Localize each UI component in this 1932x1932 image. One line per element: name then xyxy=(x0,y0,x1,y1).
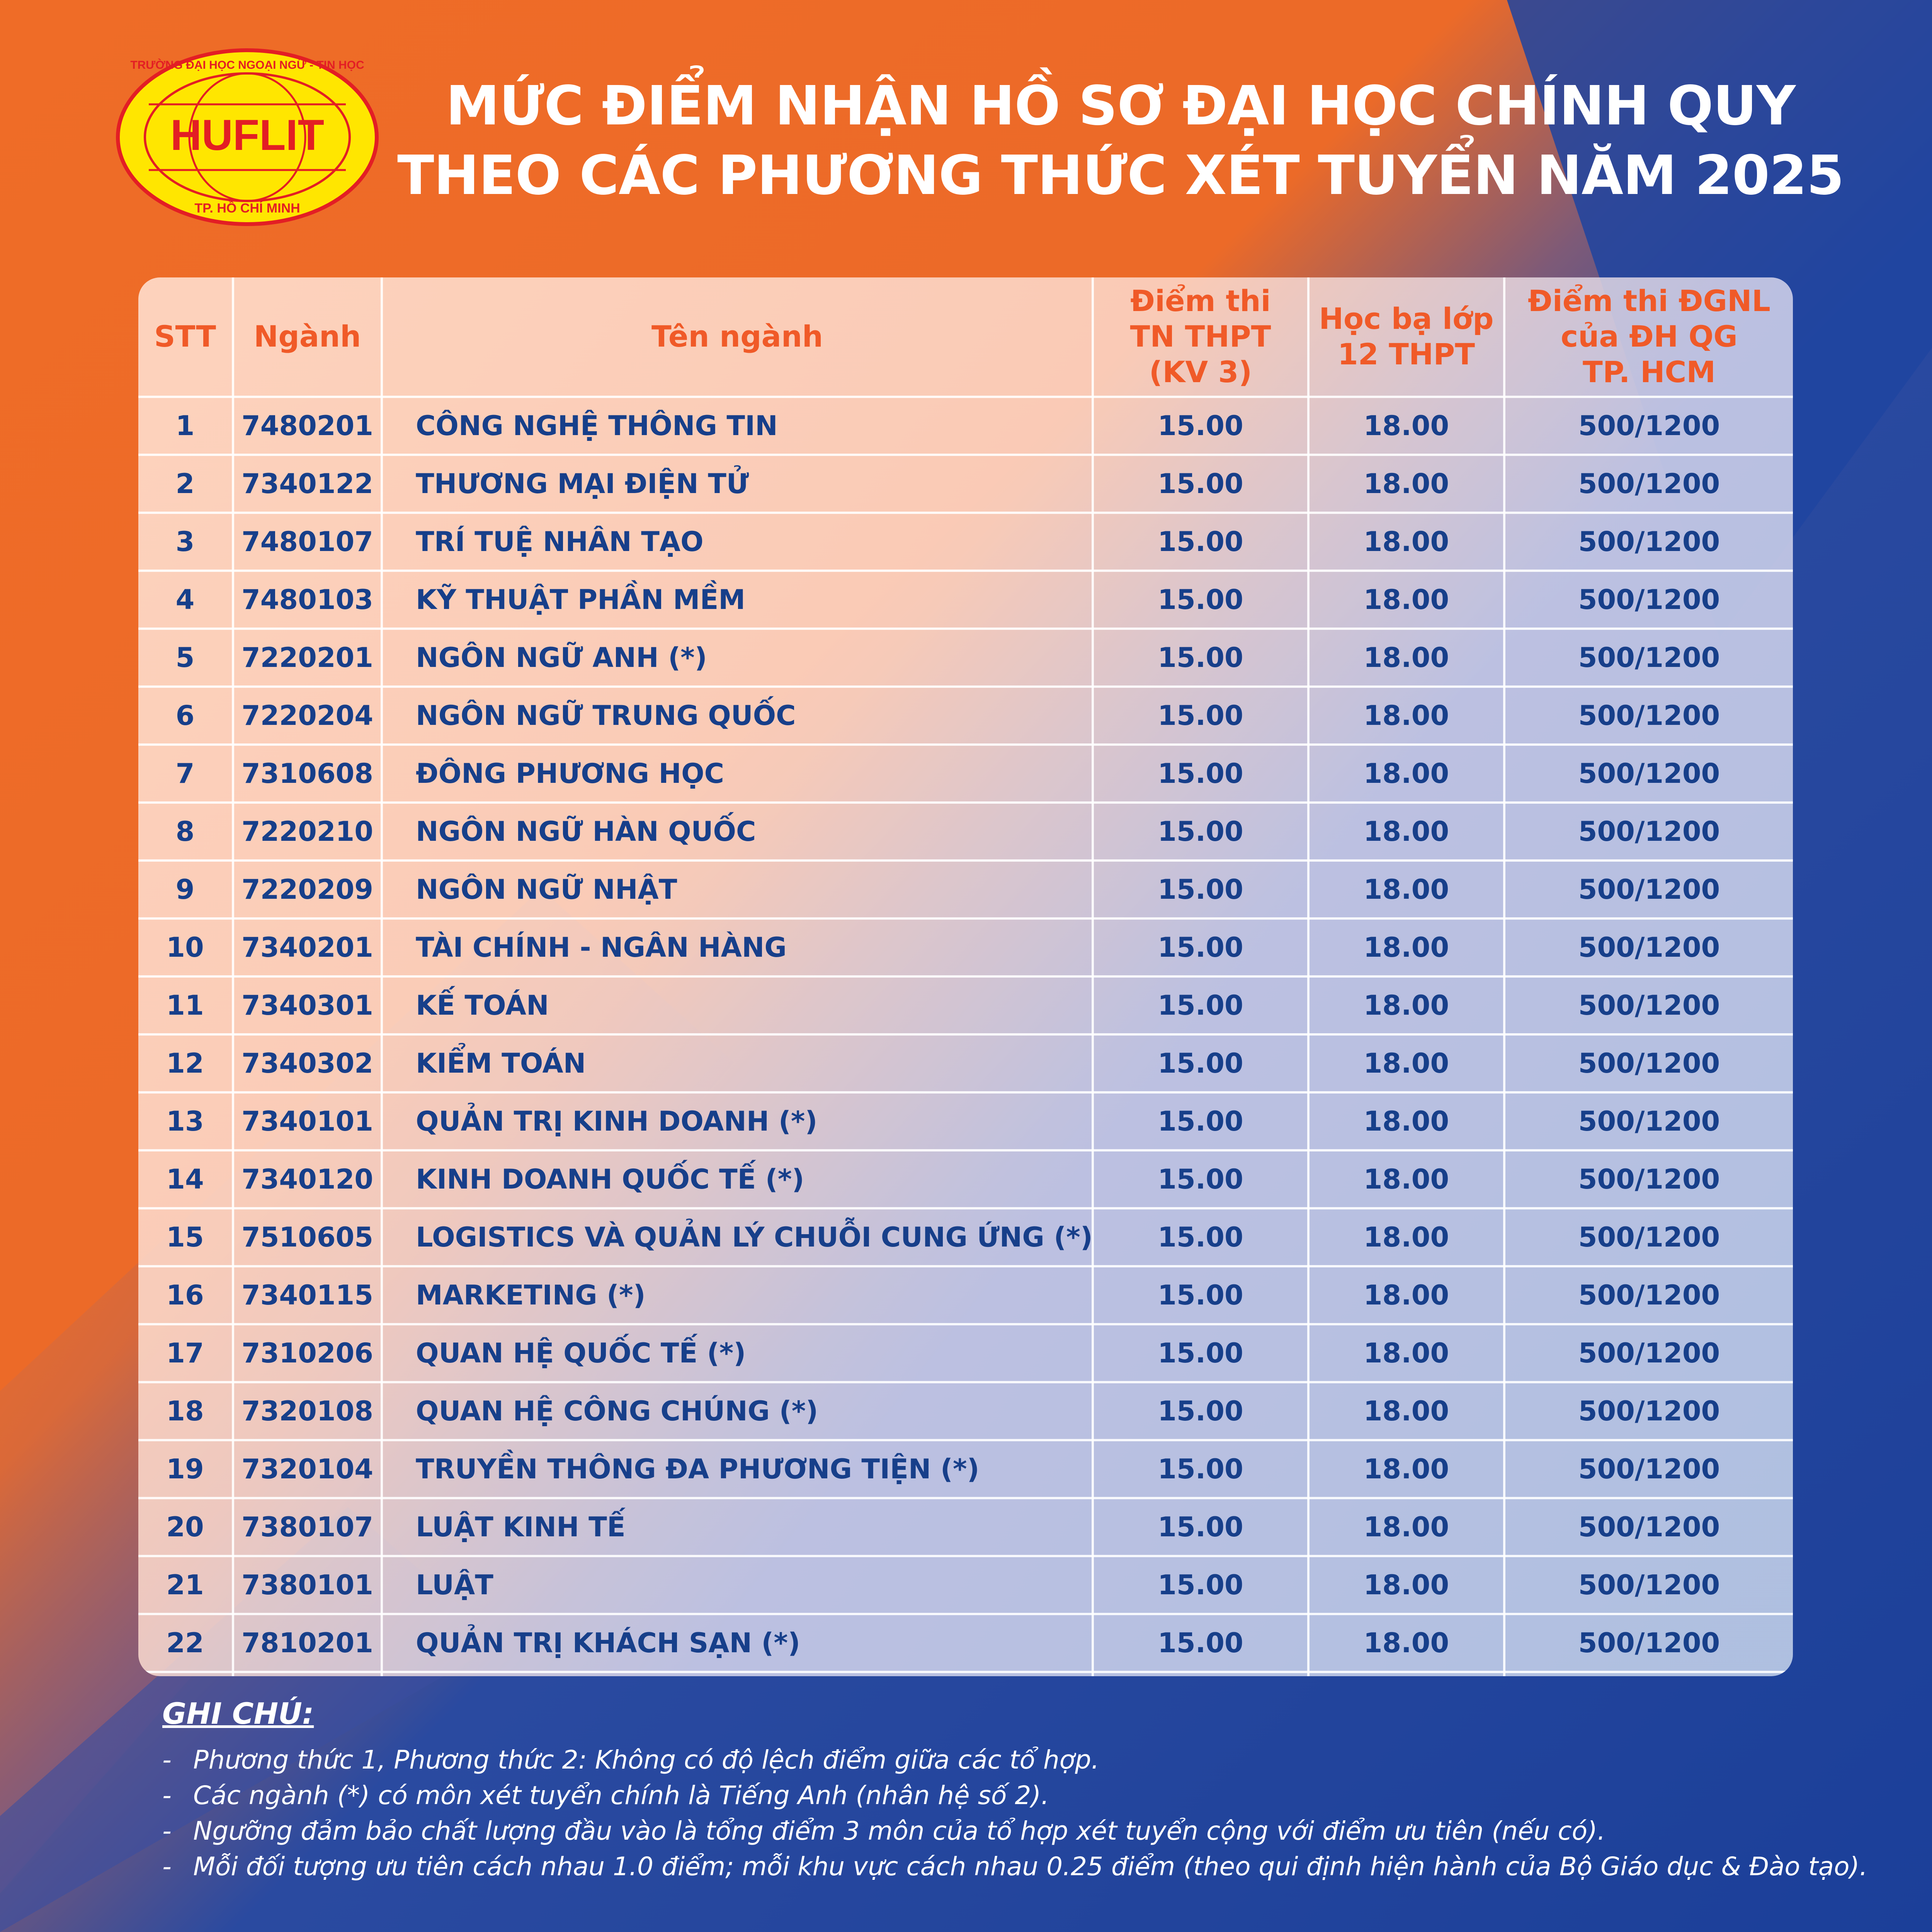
cell-hocba: 18.00 xyxy=(1308,1324,1504,1382)
cell-hocba: 18.00 xyxy=(1308,1034,1504,1092)
cell-code: 7480103 xyxy=(233,571,382,629)
table-row xyxy=(138,1092,1793,1150)
cell-stt: 17 xyxy=(138,1324,233,1382)
cell-dgnl: 500/1200 xyxy=(1504,1614,1793,1672)
cell-dgnl: 500/1200 xyxy=(1504,1382,1793,1440)
cell-name: TRÍ TUỆ NHÂN TẠO xyxy=(382,513,1093,571)
cell-stt: 4 xyxy=(138,571,233,629)
cell-name: MARKETING (*) xyxy=(382,1266,1093,1324)
cell-stt: 22 xyxy=(138,1614,233,1672)
cell-name: NGÔN NGỮ ANH (*) xyxy=(382,629,1093,687)
cell-name: QUẢN TRỊ KINH DOANH (*) xyxy=(382,1092,1093,1150)
notes-title: GHI CHÚ: xyxy=(162,1696,314,1731)
cell-dgnl: 500/1200 xyxy=(1504,745,1793,803)
header-hocba xyxy=(1308,277,1504,397)
cell-hocba: 18.00 xyxy=(1308,1440,1504,1498)
cell-dgnl: 500/1200 xyxy=(1504,803,1793,861)
cell-code: 7220209 xyxy=(233,861,382,918)
cell-hocba: 18.00 xyxy=(1308,513,1504,571)
cell-dgnl: 500/1200 xyxy=(1504,1092,1793,1150)
header-name: Tên ngành xyxy=(382,277,1093,397)
cell-code: 7340120 xyxy=(233,1150,382,1208)
cell-hocba: 18.00 xyxy=(1308,571,1504,629)
cell-dgnl: 500/1200 xyxy=(1504,918,1793,976)
table-row xyxy=(138,397,1793,455)
cell-dgnl: 500/1200 xyxy=(1504,1266,1793,1324)
table-row xyxy=(138,571,1793,629)
cell-hocba: 18.00 xyxy=(1308,1266,1504,1324)
cell-thpt: 15.00 xyxy=(1093,687,1308,745)
cell-stt: 3 xyxy=(138,513,233,571)
cell-thpt: 15.00 xyxy=(1093,1266,1308,1324)
cell-stt: 5 xyxy=(138,629,233,687)
cell-name: KIỂM TOÁN xyxy=(382,1034,1093,1092)
cell-code: 7340101 xyxy=(233,1092,382,1150)
cell-dgnl: 500/1200 xyxy=(1504,513,1793,571)
cell-code: 7340201 xyxy=(233,918,382,976)
cell-thpt: 15.00 xyxy=(1093,745,1308,803)
cell-stt: 8 xyxy=(138,803,233,861)
cell-stt: 19 xyxy=(138,1440,233,1498)
cell-name: NGÔN NGỮ TRUNG QUỐC xyxy=(382,687,1093,745)
cell-stt: 21 xyxy=(138,1556,233,1614)
table-row xyxy=(138,1324,1793,1382)
cell-thpt: 15.00 xyxy=(1093,1614,1308,1672)
cell-hocba: 18.00 xyxy=(1308,1382,1504,1440)
note-item: - Phương thức 1, Phương thức 2: Không có độ lệch điểm giữa các tổ hợp. xyxy=(162,1745,1099,1775)
cell-code: 7380101 xyxy=(233,1556,382,1614)
cell-thpt: 15.00 xyxy=(1093,629,1308,687)
cell-hocba: 18.00 xyxy=(1308,976,1504,1034)
cell-code: 7310206 xyxy=(233,1324,382,1382)
cell-code: 7340115 xyxy=(233,1266,382,1324)
table-row xyxy=(138,513,1793,571)
cell-dgnl: 500/1200 xyxy=(1504,629,1793,687)
table-row xyxy=(138,861,1793,918)
table-row xyxy=(138,629,1793,687)
table-row xyxy=(138,1382,1793,1440)
cell-hocba: 18.00 xyxy=(1308,1498,1504,1556)
cell-thpt: 15.00 xyxy=(1093,803,1308,861)
cell-stt: 12 xyxy=(138,1034,233,1092)
cell-thpt: 15.00 xyxy=(1093,455,1308,513)
cell-stt: 15 xyxy=(138,1208,233,1266)
table-row xyxy=(138,455,1793,513)
cell-thpt: 15.00 xyxy=(1093,1324,1308,1382)
cell-stt: 2 xyxy=(138,455,233,513)
cell-code: 7810201 xyxy=(233,1614,382,1672)
cell-stt: 20 xyxy=(138,1498,233,1556)
cell-code: 7340301 xyxy=(233,976,382,1034)
cell-code: 7480107 xyxy=(233,513,382,571)
note-text: Mỗi đối tượng ưu tiên cách nhau 1.0 điểm; mỗi khu vực cách nhau 0.25 điểm (theo qui định hiện hành của Bộ Giáo dục & Đào tạo). xyxy=(193,1852,1868,1881)
note-text: Phương thức 1, Phương thức 2: Không có độ lệch điểm giữa các tổ hợp. xyxy=(193,1745,1099,1775)
cell-stt: 13 xyxy=(138,1092,233,1150)
cell-name: KINH DOANH QUỐC TẾ (*) xyxy=(382,1150,1093,1208)
header-dgnl xyxy=(1504,277,1793,397)
table-row xyxy=(138,1614,1793,1672)
cell-name: QUAN HỆ QUỐC TẾ (*) xyxy=(382,1324,1093,1382)
cell-hocba: 18.00 xyxy=(1308,1556,1504,1614)
cell-name: LOGISTICS VÀ QUẢN LÝ CHUỖI CUNG ỨNG (*) xyxy=(382,1208,1093,1266)
title-line-1: MỨC ĐIỂM NHẬN HỒ SƠ ĐẠI HỌC CHÍNH QUY xyxy=(446,75,1796,138)
cell-name: LUẬT KINH TẾ xyxy=(382,1498,1093,1556)
table-row xyxy=(138,976,1793,1034)
cell-code: 7340302 xyxy=(233,1034,382,1092)
header-thpt-line: (KV 3) xyxy=(1149,355,1252,389)
cell-hocba: 18.00 xyxy=(1308,397,1504,455)
table-row xyxy=(138,918,1793,976)
header-hocba-line: Học bạ lớp xyxy=(1319,301,1494,336)
cell-thpt: 15.00 xyxy=(1093,1150,1308,1208)
cell-thpt: 15.00 xyxy=(1093,1092,1308,1150)
header-code: Ngành xyxy=(233,277,382,397)
table-header-row xyxy=(138,277,1793,397)
header-stt: STT xyxy=(138,277,233,397)
cell-dgnl: 500/1200 xyxy=(1504,1498,1793,1556)
cell-stt: 9 xyxy=(138,861,233,918)
cell-stt: 1 xyxy=(138,397,233,455)
cell-hocba xyxy=(1308,1672,1504,1676)
cell-name: ĐÔNG PHƯƠNG HỌC xyxy=(382,745,1093,803)
cell-name: QUẢN TRỊ KHÁCH SẠN (*) xyxy=(382,1614,1093,1672)
cell-dgnl: 500/1200 xyxy=(1504,1556,1793,1614)
cell-hocba: 18.00 xyxy=(1308,918,1504,976)
cell-code: 7480201 xyxy=(233,397,382,455)
cell-hocba: 18.00 xyxy=(1308,1092,1504,1150)
cell-thpt: 15.00 xyxy=(1093,1556,1308,1614)
table-row xyxy=(138,1556,1793,1614)
header-thpt xyxy=(1093,277,1308,397)
cell-thpt: 15.00 xyxy=(1093,571,1308,629)
header-hocba-line: 12 THPT xyxy=(1337,337,1475,371)
cell-hocba: 18.00 xyxy=(1308,687,1504,745)
cell-stt: 14 xyxy=(138,1150,233,1208)
cell-code: 7320108 xyxy=(233,1382,382,1440)
table-row xyxy=(138,687,1793,745)
cell-name: LUẬT xyxy=(382,1556,1093,1614)
note-text: Ngưỡng đảm bảo chất lượng đầu vào là tổng điểm 3 môn của tổ hợp xét tuyển cộng với điểm ưu tiên (nếu có). xyxy=(193,1816,1605,1846)
cell-dgnl: 500/1200 xyxy=(1504,1034,1793,1092)
cell-dgnl: 500/1200 xyxy=(1504,1440,1793,1498)
note-item: - Ngưỡng đảm bảo chất lượng đầu vào là tổng điểm 3 môn của tổ hợp xét tuyển cộng với điểm ưu tiên (nếu có). xyxy=(162,1816,1605,1846)
note-item: - Mỗi đối tượng ưu tiên cách nhau 1.0 điểm; mỗi khu vực cách nhau 0.25 điểm (theo qui định hiện hành của Bộ Giáo dục & Đào tạo). xyxy=(162,1852,1868,1881)
cell-thpt: 15.00 xyxy=(1093,1498,1308,1556)
cell-name: QUAN HỆ CÔNG CHÚNG (*) xyxy=(382,1382,1093,1440)
cell-hocba: 18.00 xyxy=(1308,629,1504,687)
cell-thpt: 15.00 xyxy=(1093,1440,1308,1498)
cell-dgnl: 500/1200 xyxy=(1504,861,1793,918)
logo-bottom-text: TP. HỒ CHÍ MINH xyxy=(194,201,300,216)
table-row xyxy=(138,1034,1793,1092)
table-row xyxy=(138,803,1793,861)
cell-dgnl: 500/1200 xyxy=(1504,455,1793,513)
cell-stt: 6 xyxy=(138,687,233,745)
header-dgnl-line: của ĐH QG xyxy=(1561,319,1738,354)
notes-section xyxy=(162,1696,1901,1884)
cell-name: TRUYỀN THÔNG ĐA PHƯƠNG TIỆN (*) xyxy=(382,1440,1093,1498)
cell-thpt: 15.00 xyxy=(1093,513,1308,571)
page-title xyxy=(386,71,1855,211)
cell-hocba: 18.00 xyxy=(1308,803,1504,861)
cell-hocba: 18.00 xyxy=(1308,861,1504,918)
cell-code: 7220201 xyxy=(233,629,382,687)
cell-stt: 10 xyxy=(138,918,233,976)
note-item: - Các ngành (*) có môn xét tuyển chính là Tiếng Anh (nhân hệ số 2). xyxy=(162,1781,1049,1810)
cell-code: 7380107 xyxy=(233,1498,382,1556)
cell-stt: 18 xyxy=(138,1382,233,1440)
cell-name: CÔNG NGHỆ THÔNG TIN xyxy=(382,397,1093,455)
cell-thpt: 15.00 xyxy=(1093,861,1308,918)
table-row xyxy=(138,1150,1793,1208)
header-dgnl-line: TP. HCM xyxy=(1583,355,1716,389)
cell-code: 7220210 xyxy=(233,803,382,861)
cell-thpt: 15.00 xyxy=(1093,976,1308,1034)
cell-thpt xyxy=(1093,1672,1308,1676)
cell-thpt: 15.00 xyxy=(1093,1382,1308,1440)
cell-name: THƯƠNG MẠI ĐIỆN TỬ xyxy=(382,455,1093,513)
cell-hocba: 18.00 xyxy=(1308,455,1504,513)
cell-stt: 7 xyxy=(138,745,233,803)
cell-hocba: 18.00 xyxy=(1308,745,1504,803)
cell-code xyxy=(233,1672,382,1676)
cell-name: KẾ TOÁN xyxy=(382,976,1093,1034)
cell-code: 7340122 xyxy=(233,455,382,513)
cell-dgnl: 500/1200 xyxy=(1504,397,1793,455)
note-text: Các ngành (*) có môn xét tuyển chính là Tiếng Anh (nhân hệ số 2). xyxy=(193,1781,1049,1810)
cell-dgnl xyxy=(1504,1672,1793,1676)
cell-name: TÀI CHÍNH - NGÂN HÀNG xyxy=(382,918,1093,976)
cell-name: KỸ THUẬT PHẦN MỀM xyxy=(382,571,1093,629)
cell-name: NGÔN NGỮ NHẬT xyxy=(382,861,1093,918)
cell-dgnl: 500/1200 xyxy=(1504,976,1793,1034)
table-row xyxy=(138,1440,1793,1498)
cell-dgnl: 500/1200 xyxy=(1504,571,1793,629)
cell-code: 7310608 xyxy=(233,745,382,803)
cell-code: 7320104 xyxy=(233,1440,382,1498)
title-line-2: THEO CÁC PHƯƠNG THỨC XÉT TUYỂN NĂM 2025 xyxy=(397,144,1844,207)
cell-name xyxy=(382,1672,1093,1676)
logo-top-text: TRƯỜNG ĐẠI HỌC NGOẠI NGỮ - TIN HỌC xyxy=(130,59,364,71)
header-dgnl-line: Điểm thi ĐGNL xyxy=(1528,284,1770,318)
header-thpt-line: Điểm thi xyxy=(1130,284,1271,318)
cell-name: NGÔN NGỮ HÀN QUỐC xyxy=(382,803,1093,861)
cell-hocba: 18.00 xyxy=(1308,1208,1504,1266)
huflit-logo xyxy=(112,46,383,228)
cell-dgnl: 500/1200 xyxy=(1504,1150,1793,1208)
cell-hocba: 18.00 xyxy=(1308,1614,1504,1672)
admission-score-table xyxy=(138,277,1793,1676)
cell-thpt: 15.00 xyxy=(1093,918,1308,976)
cell-code: 7220204 xyxy=(233,687,382,745)
cell-dgnl: 500/1200 xyxy=(1504,1208,1793,1266)
cell-stt: 16 xyxy=(138,1266,233,1324)
table-row xyxy=(138,1498,1793,1556)
table-row xyxy=(138,1266,1793,1324)
cell-dgnl: 500/1200 xyxy=(1504,1324,1793,1382)
cell-code: 7510605 xyxy=(233,1208,382,1266)
logo-name: HUFLIT xyxy=(170,111,325,159)
cell-thpt: 15.00 xyxy=(1093,1208,1308,1266)
header-thpt-line: TN THPT xyxy=(1130,319,1271,354)
table-row xyxy=(138,745,1793,803)
cell-stt: 11 xyxy=(138,976,233,1034)
cell-dgnl: 500/1200 xyxy=(1504,687,1793,745)
cell-thpt: 15.00 xyxy=(1093,397,1308,455)
table-row xyxy=(138,1672,1793,1676)
cell-hocba: 18.00 xyxy=(1308,1150,1504,1208)
cell-thpt: 15.00 xyxy=(1093,1034,1308,1092)
table-row xyxy=(138,1208,1793,1266)
